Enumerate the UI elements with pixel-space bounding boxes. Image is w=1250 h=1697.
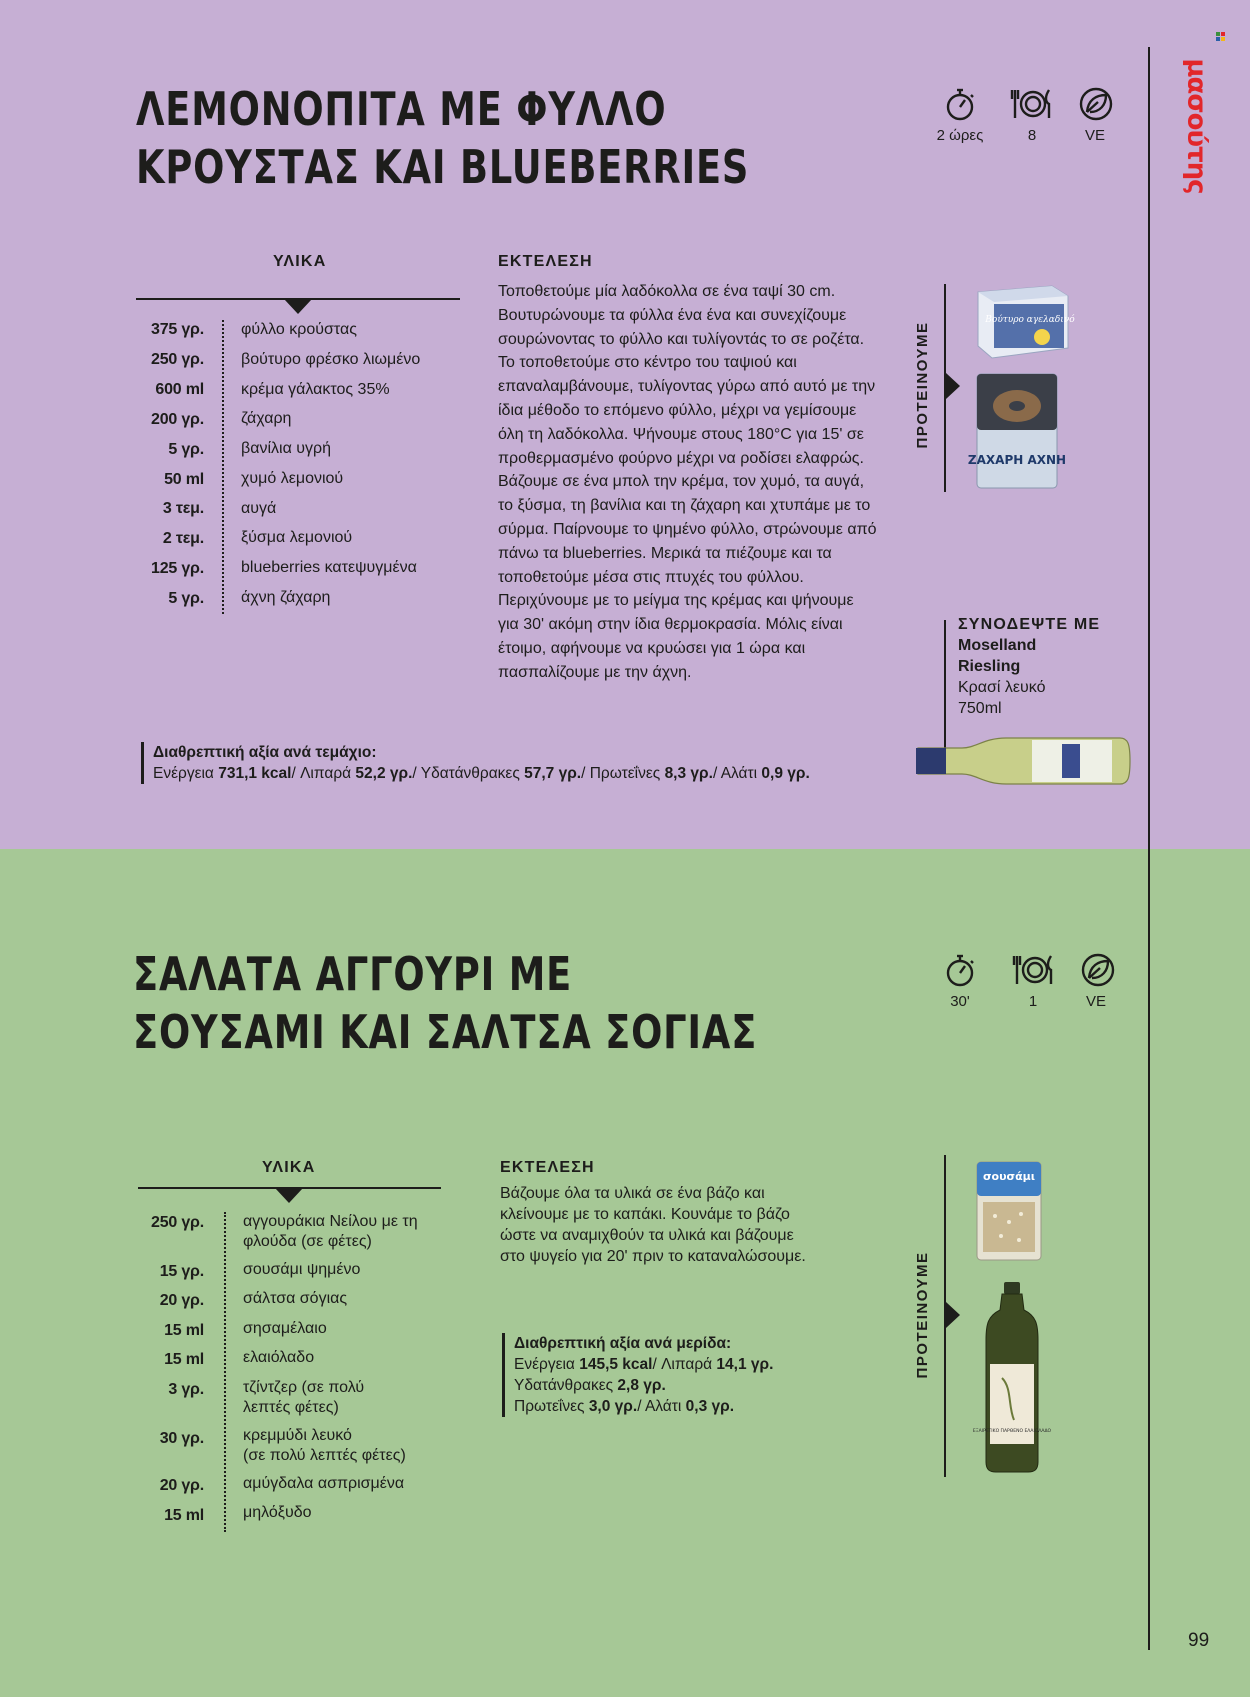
fat-label: / Λιπαρά — [291, 765, 352, 782]
ingredients-heading: ΥΛΙΚΑ — [273, 253, 327, 270]
ingredient-qty: 2 τεμ. — [162, 530, 204, 547]
instructions-heading: ΕΚΤΕΛΕΣΗ — [500, 1159, 595, 1176]
energy-value: 145,5 kcal — [579, 1356, 653, 1373]
suggest-pointer — [946, 373, 960, 399]
fat-value: 52,2 γρ. — [355, 765, 413, 782]
ingredient-name: σουσάμι ψημένο — [243, 1261, 361, 1278]
fat-value: 14,1 γρ. — [716, 1356, 774, 1373]
salt-value: 0,3 γρ. — [685, 1398, 735, 1415]
ingredient-name: κρεμμύδι λευκό (σε πολύ λεπτές φέτες) — [243, 1427, 406, 1464]
suggest-label: ΠΡΟΤΕΙΝΟΥΜΕ — [914, 321, 931, 449]
ingredient-qty: 250 γρ. — [151, 1214, 204, 1231]
diet-label: VE — [1084, 127, 1105, 144]
pairing-rule — [944, 620, 946, 752]
wine-variety: Riesling — [958, 658, 1021, 675]
butter-product-image — [972, 282, 1075, 360]
wine-pairing — [958, 614, 1100, 719]
carbs-value: 57,7 γρ. — [524, 765, 582, 782]
prep-time-label: 30' — [950, 993, 970, 1010]
icing-sugar-product-image — [967, 372, 1067, 490]
ingredient-qty: 3 γρ. — [168, 1381, 204, 1398]
nutrition-facts — [153, 742, 810, 784]
protein-value: 8,3 γρ. — [664, 765, 713, 782]
ingredient-qty: 375 γρ. — [151, 321, 204, 338]
ingredient-name: ελαιόλαδο — [243, 1349, 315, 1366]
ingredients-dotted-divider — [224, 1212, 226, 1532]
recipe-1-title: ΛΕΜΟΝΟΠΙΤΑ ΜΕ ΦΥΛΛΟ ΚΡΟΥΣΤΑΣ ΚΑΙ BLUEBERRIES — [136, 82, 750, 194]
ingredient-qty: 5 γρ. — [168, 441, 204, 458]
ingredient-qty: 3 τεμ. — [162, 500, 204, 517]
ingredient-name: χυμό λεμονιού — [241, 470, 344, 487]
ingredients-pointer — [275, 1188, 303, 1203]
wine-name: Moselland — [958, 637, 1037, 654]
wine-bottle-image — [914, 734, 1134, 788]
instructions-text: Βάζουμε όλα τα υλικά σε ένα βάζο και κλείνουμε με το καπάκι. Κουνάμε το βάζο ώστε να αναμιχθούν τα υλικά και βάζουμε στο ψυγείο για 20' πριν το καταναλώσουμε. — [500, 1185, 806, 1265]
salt-label: / Αλάτι — [712, 765, 758, 782]
ingredient-qty: 15 γρ. — [159, 1263, 204, 1280]
olive-oil-product-label: ΕΞΑΙΡΕΤΙΚΟ ΠΑΡΘΕΝΟ ΕΛΑΙΟΛΑΔΟ — [972, 1429, 1052, 1434]
wine-type: Κρασί λευκό — [958, 679, 1046, 696]
olive-oil-product-image — [972, 1280, 1052, 1474]
ingredient-name: βανίλια υγρή — [241, 440, 332, 457]
salt-value: 0,9 γρ. — [761, 765, 810, 782]
stopwatch-icon — [942, 952, 978, 988]
instructions-text: Τοποθετούμε μία λαδόκολλα σε ένα ταψί 30 cm. Βουτυρώνουμε τα φύλλα ένα ένα και συνεχίζουμε σουρώνοντας το φύλλο και τυλίγοντάς το σε ροζέτα. Το τοποθετούμε στο κέντρο του ταψιού και επαναλαμβάνουμε, τυλίγοντας γύρω από αυτό με την ίδια μέθοδο το επόμενο φύλλο, μέχρι να γεμίσουμε όλη τη λαδόκολλα. Ψήνουμε στους 180°C για 15' σε προθερμασμένο φούρνο μέχρι να ροδίσει ελαφρώς. Βάζουμε σε ένα μπολ την κρέμα, τον χυμό, τα αυγά, το ξύσμα, τη βανίλια και τη ζάχαρη και χτυπάμε με το σύρμα. Παίρνουμε το ψημένο φύλλο, στρώνουμε από πάνω τα blueberries. Μερικά τα πιέζουμε και τα τοποθετούμε μέσα στις πτυχές του φύλλου. Περιχύνουμε με το μείγμα της κρέμας και ψήνουμε για 30' ακόμη στην ίδια θερμοκρασία. Μόλις είναι έτοιμο, αφήνουμε να κρυώσει για 1 ώρα και πασπαλίζουμε με την άχνη. — [498, 283, 877, 681]
ingredient-name: σησαμέλαιο — [243, 1320, 327, 1337]
ingredient-name: κρέμα γάλακτος 35% — [241, 381, 390, 398]
ingredient-name: αγγουράκια Νείλου με τη φλούδα (σε φέτες) — [243, 1213, 418, 1250]
nutrition-bar — [502, 1333, 505, 1417]
plate-cutlery-icon — [1011, 86, 1053, 122]
ingredient-name: αυγά — [241, 500, 277, 517]
carbs-label: / Υδατάνθρακες — [412, 765, 520, 782]
protein-label: / Πρωτεΐνες — [581, 765, 661, 782]
ingredient-name: ξύσμα λεμονιού — [241, 529, 353, 546]
suggest-pointer — [946, 1302, 960, 1328]
ingredient-qty: 125 γρ. — [151, 560, 204, 577]
ingredients-pointer — [284, 299, 312, 314]
ingredient-qty: 15 ml — [164, 1351, 204, 1368]
ingredient-qty: 200 γρ. — [151, 411, 204, 428]
protein-value: 3,0 γρ. — [588, 1398, 638, 1415]
wine-volume: 750ml — [958, 700, 1002, 717]
servings-label: 1 — [1028, 993, 1038, 1010]
ingredient-name: τζίντζερ (σε πολύ λεπτές φέτες) — [243, 1379, 365, 1416]
ingredient-name: ζάχαρη — [241, 410, 292, 427]
diet-label: VE — [1085, 993, 1106, 1010]
ingredient-name: άχνη ζάχαρη — [241, 589, 331, 606]
ingredient-qty: 250 γρ. — [151, 351, 204, 368]
ingredient-name: σάλτσα σόγιας — [243, 1290, 348, 1307]
ingredient-qty: 5 γρ. — [168, 590, 204, 607]
page-number: 99 — [1188, 1630, 1210, 1651]
salt-label: / Αλάτι — [637, 1398, 682, 1415]
nutrition-bar — [141, 742, 144, 784]
ingredients-heading: ΥΛΙΚΑ — [262, 1159, 316, 1176]
ingredients-dotted-divider — [222, 320, 224, 614]
ingredient-qty: 50 ml — [164, 471, 204, 488]
ingredient-name: βούτυρο φρέσκο λιωμένο — [241, 351, 421, 368]
suggest-label: ΠΡΟΤΕΙΝΟΥΜΕ — [914, 1251, 931, 1379]
energy-label: Ενέργεια — [514, 1356, 575, 1373]
ingredient-name: μηλόξυδο — [243, 1504, 312, 1521]
page-vertical-rule — [1148, 47, 1150, 1650]
ingredient-qty: 15 ml — [164, 1507, 204, 1524]
brand-dots-icon — [1216, 32, 1225, 41]
energy-value: 731,1 kcal — [218, 765, 292, 782]
leaf-icon — [1080, 952, 1116, 988]
carbs-value: 2,8 γρ. — [617, 1377, 666, 1394]
icing-sugar-product-label: ΖΑΧΑΡΗ ΑΧΝΗ — [967, 453, 1067, 467]
butter-product-label: Βούτυρο αγελαδινό — [985, 315, 1075, 325]
nutrition-facts — [514, 1333, 773, 1417]
sesame-product-image — [975, 1160, 1043, 1262]
servings-label: 8 — [1027, 127, 1037, 144]
sesame-product-label: σουσάμι — [982, 1170, 1036, 1183]
pairing-heading: ΣΥΝΟΔΕΨΤΕ ΜΕ — [958, 616, 1101, 633]
stopwatch-icon — [942, 86, 978, 122]
energy-label: Ενέργεια — [153, 765, 214, 782]
prep-time-label: 2 ώρες — [936, 127, 984, 144]
brand-logo: μασούτης — [1182, 58, 1212, 194]
leaf-icon — [1078, 86, 1114, 122]
ingredient-name: φύλλο κρούστας — [241, 321, 357, 338]
recipe-2-title: ΣΑΛΑΤΑ ΑΓΓΟΥΡΙ ΜΕ ΣΟΥΣΑΜΙ ΚΑΙ ΣΑΛΤΣΑ ΣΟΓΙΑΣ — [133, 947, 758, 1059]
ingredient-name: blueberries κατεψυγμένα — [241, 559, 417, 576]
ingredient-qty: 600 ml — [155, 381, 204, 398]
ingredient-qty: 20 γρ. — [159, 1477, 204, 1494]
protein-label: Πρωτεΐνες — [514, 1398, 585, 1415]
nutrition-heading: Διαθρεπτική αξία ανά τεμάχιο: — [153, 744, 377, 761]
ingredient-name: αμύγδαλα ασπρισμένα — [243, 1475, 405, 1492]
plate-cutlery-icon — [1013, 952, 1055, 988]
fat-label: / Λιπαρά — [652, 1356, 713, 1373]
ingredient-qty: 30 γρ. — [159, 1430, 204, 1447]
carbs-label: Υδατάνθρακες — [514, 1377, 614, 1394]
ingredient-qty: 15 ml — [164, 1322, 204, 1339]
instructions-heading: ΕΚΤΕΛΕΣΗ — [498, 253, 593, 270]
ingredient-qty: 20 γρ. — [159, 1292, 204, 1309]
nutrition-heading: Διαθρεπτική αξία ανά μερίδα: — [514, 1335, 732, 1352]
